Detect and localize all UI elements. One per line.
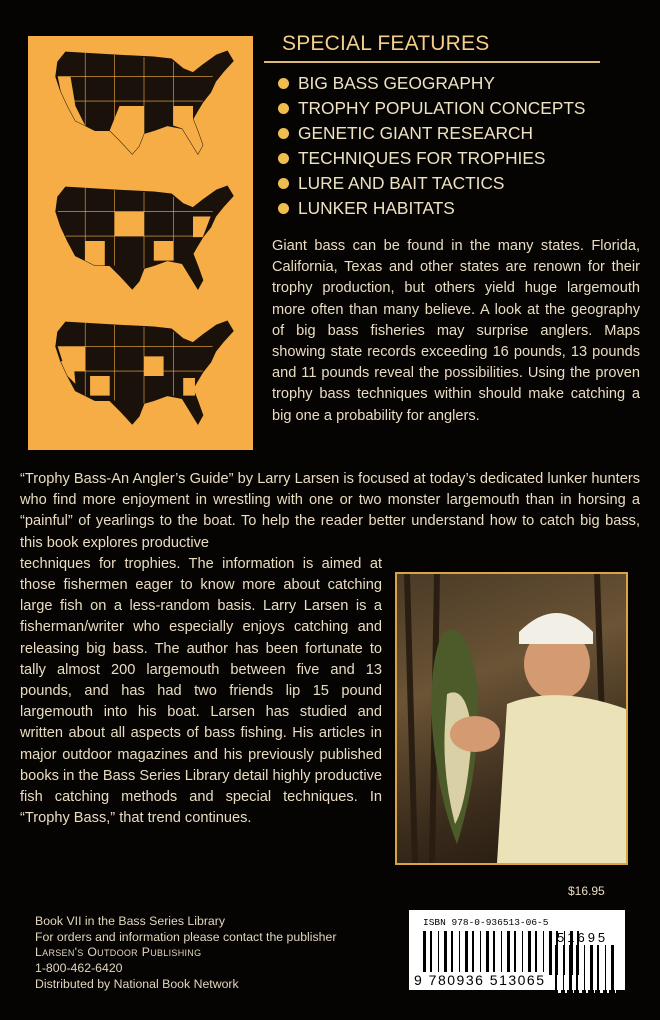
barcode-bar [597, 945, 599, 993]
bullet-icon [278, 128, 289, 139]
barcode-bar [430, 931, 432, 975]
barcode-bar [573, 945, 574, 993]
bullet-icon [278, 153, 289, 164]
special-features [264, 32, 600, 221]
barcode-bar [607, 945, 609, 993]
map-16-pound-records [46, 46, 242, 166]
barcode-bar [496, 931, 499, 975]
barcode-bar [438, 931, 439, 975]
barcode-bar [465, 931, 468, 975]
barcode-bar [576, 945, 578, 993]
barcode-bar [423, 931, 426, 975]
barcode-bar [569, 945, 572, 993]
orders-info: For orders and information please contact the publisher [35, 929, 337, 944]
bullet-icon [278, 178, 289, 189]
barcode-bar [584, 945, 585, 993]
feature-label: TECHNIQUES FOR TROPHIES [298, 148, 546, 168]
barcode-bar [482, 931, 484, 975]
barcode-bar [522, 931, 523, 975]
barcode-bar [605, 945, 606, 993]
ean-number: 9 780936 513065 [414, 972, 546, 988]
list-item [278, 96, 600, 121]
barcode-bar [480, 931, 481, 975]
list-item [278, 146, 600, 171]
barcode-bar [490, 931, 491, 975]
barcode-bar [461, 931, 463, 975]
publisher-info [35, 914, 336, 993]
barcode-bar [553, 931, 554, 975]
feature-label: LUNKER HABITATS [298, 198, 455, 218]
addon-barcode-bars [555, 945, 618, 993]
barcode-bar [503, 931, 505, 975]
features-list [264, 71, 600, 221]
barcode-bar [549, 931, 552, 975]
features-heading: SPECIAL FEATURES [282, 32, 490, 55]
barcode-bar [517, 931, 520, 975]
barcode-bar [543, 931, 544, 975]
barcode-bar [555, 945, 557, 993]
barcode-bar [558, 945, 561, 993]
barcode-bar [590, 945, 593, 993]
list-item [278, 121, 600, 146]
barcode-bar [459, 931, 460, 975]
barcode-bar [454, 931, 457, 975]
price: $16.95 [568, 884, 605, 898]
barcode-bar [600, 945, 603, 993]
barcode-bar [611, 945, 614, 993]
feature-label: GENETIC GIANT RESEARCH [298, 123, 533, 143]
barcode-bar [475, 931, 478, 975]
publisher-name: Larsen's Outdoor Publishing [35, 945, 202, 960]
barcode-bar [535, 931, 537, 975]
author-photo [395, 572, 628, 865]
state-record-maps [28, 36, 253, 450]
bullet-icon [278, 203, 289, 214]
barcode-bar [472, 931, 474, 975]
intro-paragraph: Giant bass can be found in the many states. Florida, California, Texas and other states are renown for their trophy production, but others yield huge largemouth more often than many believe. A look at the geography of big bass fisheries may surprise anglers. Maps showing state records exceeding 16 pounds, 13 pounds and 11 pounds reveal the possibilities. Using the proven trophy bass techniques within should make catching a big one a probability for anglers. [272, 238, 640, 424]
barcode-bar [507, 931, 510, 975]
barcode-bar [448, 931, 449, 975]
barcode-bar [451, 931, 453, 975]
list-item [278, 171, 600, 196]
barcode-bar [427, 931, 428, 975]
description-text: “Trophy Bass-An Angler’s Guide” by Larry Larsen is focused at today’s dedicated lunker hunters who find more enjoyment in wrestling with one or two monster largemouth than in horsing a “painful” of yearlings to the boat. To help the reader better understand how to catch big bass, this book explores productive [20, 471, 640, 551]
series-info: Book VII in the Bass Series Library [35, 914, 226, 928]
barcode-bar [514, 931, 516, 975]
barcode-bar [469, 931, 470, 975]
publisher-phone: 1-800-462-6420 [35, 961, 123, 976]
barcode-bar [524, 931, 526, 975]
barcode-bar [615, 945, 616, 993]
map-13-pound-records [46, 181, 242, 301]
price-addon-code: 51695 [557, 930, 609, 945]
description-text-continued: techniques for trophies. The information is aimed at those fishermen eager to know more about catching large fish on a less-random basis. Larry Larsen is a fisherman/writer who especially enjoys catching and releasing big bass. The author has been fortunate to tally almost 200 largemouth between five and 13 pounds, and has had two friends lip 15 pound largemouth into his boat. Larsen has studied and written about all aspects of bass fishing. His articles in major outdoor magazines and his previously published books in the Bass Series Library detail highly productive fish catching methods and special techniques. In “Trophy Bass,” that trend continues. [20, 555, 382, 827]
barcode-bar [545, 931, 547, 975]
isbn-number: ISBN 978-0-936513-06-5 [423, 917, 549, 928]
feature-label: BIG BASS GEOGRAPHY [298, 73, 495, 93]
barcode-bar [501, 931, 502, 975]
barcode-bar [511, 931, 512, 975]
isbn-barcode [409, 910, 625, 990]
list-item [278, 71, 600, 96]
barcode-bar [433, 931, 436, 975]
barcode-bar [563, 945, 564, 993]
feature-label: LURE AND BAIT TACTICS [298, 173, 505, 193]
barcode-bar [586, 945, 588, 993]
barcode-bar [493, 931, 495, 975]
barcode-bar [538, 931, 541, 975]
barcode-bar [594, 945, 595, 993]
list-item [278, 196, 600, 221]
barcode-bar [565, 945, 567, 993]
distributor: Distributed by National Book Network [35, 976, 239, 991]
divider [264, 61, 600, 63]
barcode-bar [444, 931, 447, 975]
bullet-icon [278, 78, 289, 89]
barcode-bar [579, 945, 582, 993]
barcode-bar [528, 931, 531, 975]
barcode-bar [532, 931, 533, 975]
barcode-bar [486, 931, 489, 975]
map-11-pound-records [46, 316, 242, 436]
feature-label: TROPHY POPULATION CONCEPTS [298, 98, 586, 118]
bullet-icon [278, 103, 289, 114]
barcode-bar [440, 931, 442, 975]
